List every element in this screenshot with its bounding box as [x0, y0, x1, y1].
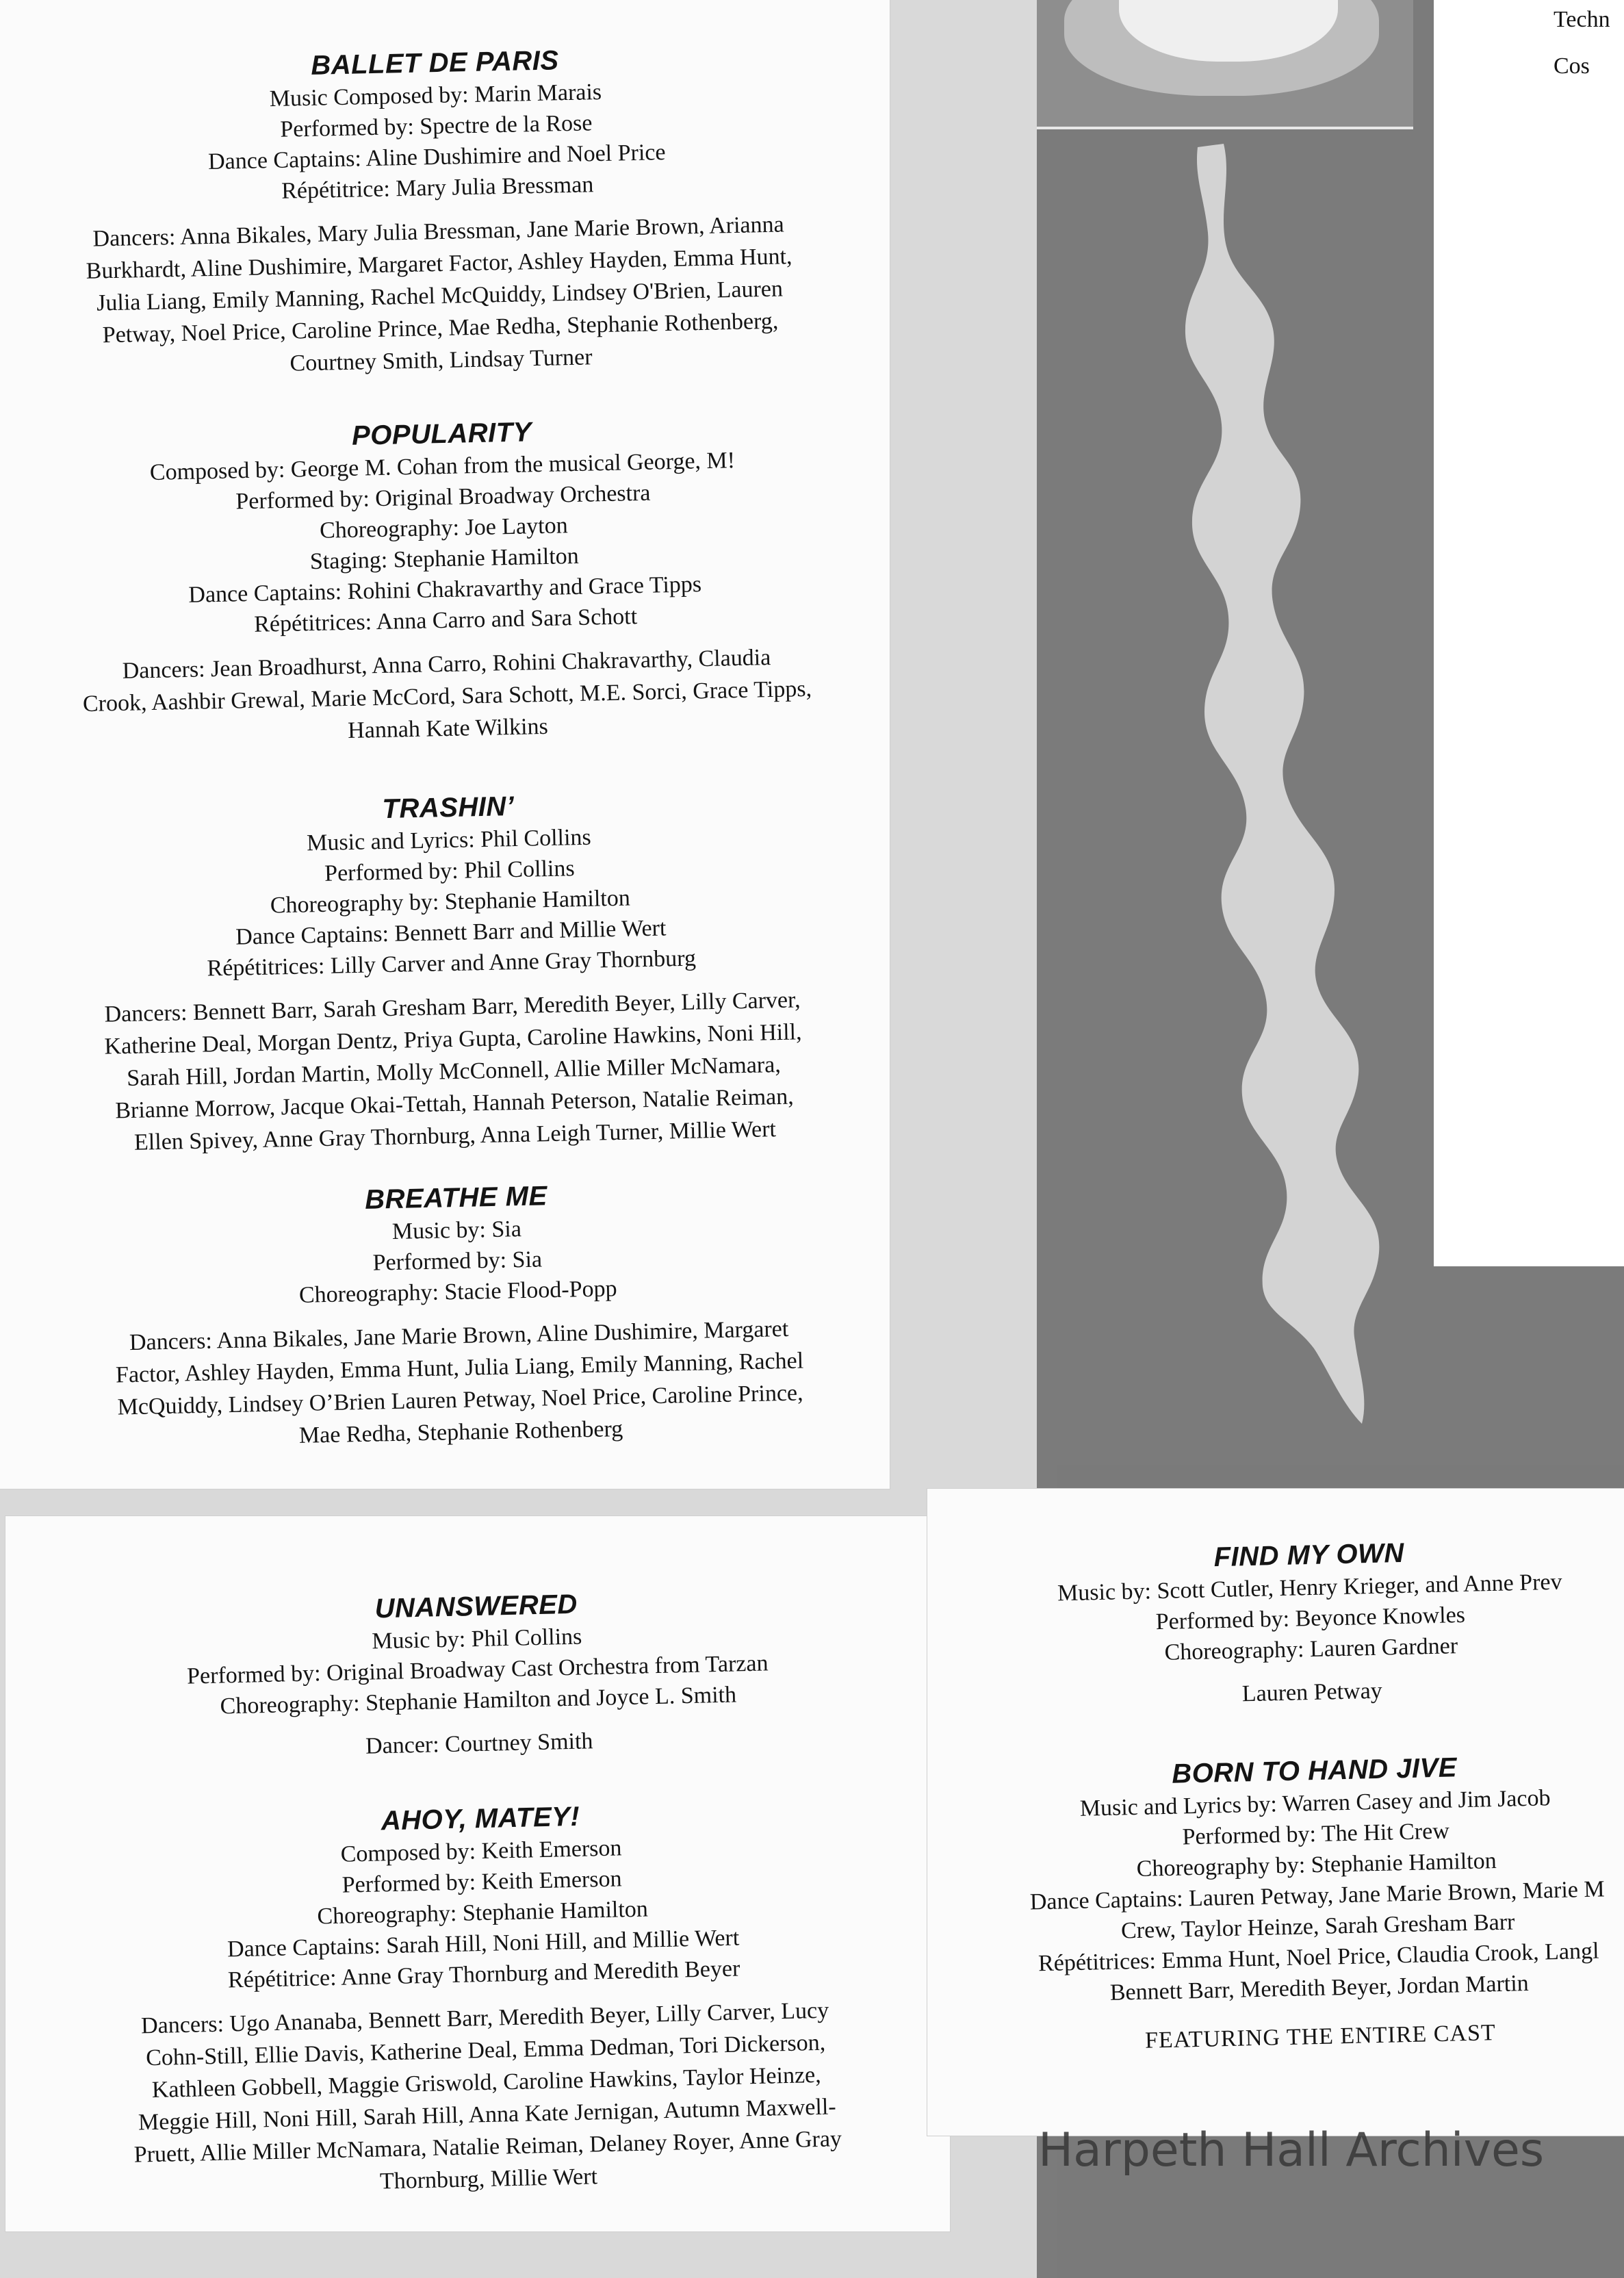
dancers-line: Cohn-Still, Ellie Davis, Katherine Deal, Emma Dedman, Tori Dickerson, — [145, 2030, 826, 2071]
dancers-line: Dancers: Anna Bikales, Jane Marie Brown, Aline Dushimire, Margaret — [129, 1316, 789, 1356]
credit-line: Choreography by: Stephanie Hamilton — [270, 885, 631, 919]
credit-line: Dance Captains: Sarah Hill, Noni Hill, and Millie Wert — [227, 1925, 740, 1962]
dancers-line: Sarah Hill, Jordan Martin, Molly McConnell, Allie Miller McNamara, — [126, 1051, 782, 1091]
credit-line: Performed by: Original Broadway Cast Orchestra from Tarzan — [186, 1650, 769, 1689]
dancers-line: Burkhardt, Aline Dushimire, Margaret Factor, Ashley Hayden, Emma Hunt, — [86, 244, 792, 284]
section-ballet-de-paris — [10, 39, 866, 385]
credit-line: Choreography: Joe Layton — [319, 513, 568, 543]
dancers-line: Dancers: Jean Broadhurst, Anna Carro, Rohini Chakravarthy, Claudia — [122, 645, 771, 684]
section-title: UNANSWERED — [374, 1589, 578, 1624]
credit-line: Performed by: Spectre de la Rose — [280, 110, 593, 142]
section-title: TRASHIN’ — [382, 791, 515, 825]
credit-line: Performed by: Beyonce Knowles — [1155, 1602, 1466, 1635]
section-find-my-own — [966, 1533, 1624, 1716]
dancers-line: Pruett, Allie Miller McNamara, Natalie Reiman, Delaney Royer, Anne Gray — [133, 2126, 842, 2168]
dancers-line: Katherine Deal, Morgan Dentz, Priya Gupta, Caroline Hawkins, Noni Hill, — [104, 1019, 802, 1060]
dancers-line: Dancers: Anna Bikales, Mary Julia Bressman, Jane Marie Brown, Arianna — [92, 212, 785, 252]
credit-line: Bennett Barr, Meredith Beyer, Jordan Martin — [1109, 1971, 1530, 2006]
section-popularity — [10, 410, 879, 754]
section-breathe-me — [25, 1174, 892, 1457]
dancers-line: Dancers: Ugo Ananaba, Bennett Barr, Meredith Beyer, Lilly Carver, Lucy — [140, 1997, 829, 2039]
credit-line: Staging: Stephanie Hamilton — [309, 543, 580, 575]
dancers-line: Hannah Kate Wilkins — [347, 713, 549, 744]
program-page-left — [0, 0, 890, 1489]
dancers-line: Kathleen Gobbell, Maggie Griswold, Caroline Hawkins, Taylor Heinze, — [151, 2062, 822, 2103]
credit-line: Composed by: Keith Emerson — [340, 1835, 622, 1867]
credit-line: Music and Lyrics: Phil Collins — [306, 824, 592, 856]
credit-line: Choreography: Stephanie Hamilton and Joyce L. Smith — [220, 1682, 737, 1719]
section-title: POPULARITY — [351, 417, 532, 451]
credit-line: Choreography: Lauren Gardner — [1164, 1633, 1458, 1665]
credit-line: Performed by: Original Broadway Orchestra — [235, 480, 651, 515]
section-unanswered — [31, 1581, 924, 1769]
credit-line: Performed by: Sia — [372, 1246, 543, 1276]
wavy-ribbon-artwork — [1163, 137, 1423, 1437]
dancers-line: Brianne Morrow, Jacque Okai-Tettah, Hannah Peterson, Natalie Reiman, — [114, 1084, 795, 1124]
dancers-line: McQuiddy, Lindsey O’Brien Lauren Petway, Noel Price, Caroline Prince, — [117, 1380, 803, 1420]
dancer-line: Dancer: Courtney Smith — [365, 1728, 593, 1759]
credit-line: Performed by: Phil Collins — [324, 856, 575, 886]
dancers-line: Thornburg, Millie Wert — [379, 2164, 598, 2194]
section-trashin — [17, 784, 887, 1161]
section-title: BALLET DE PARIS — [310, 45, 560, 81]
top-decorative-artwork — [1037, 0, 1413, 129]
credit-line: Performed by: Keith Emerson — [341, 1866, 622, 1898]
program-page-bottom-left — [5, 1516, 950, 2231]
dancers-line: Petway, Noel Price, Caroline Prince, Mae Redha, Stephanie Rothenberg, — [102, 308, 779, 348]
dancers-line: Ellen Spivey, Anne Gray Thornburg, Anna Leigh Turner, Millie Wert — [133, 1116, 777, 1155]
credit-line: Dance Captains: Bennett Barr and Millie Wert — [235, 915, 667, 950]
credit-line: Crew, Taylor Heinze, Sarah Gresham Barr — [1120, 1909, 1515, 1944]
credit-line: Music by: Scott Cutler, Henry Krieger, and Anne Prev — [1057, 1569, 1562, 1607]
credit-line: Répétitrices: Lilly Carver and Anne Gray Thornburg — [207, 945, 697, 982]
section-title: AHOY, MATEY! — [381, 1801, 580, 1837]
credit-line: Choreography: Stacie Flood-Popp — [298, 1276, 617, 1308]
credit-line: Music by: Phil Collins — [371, 1624, 582, 1654]
credit-line: Dance Captains: Aline Dushimire and Noel Price — [207, 140, 666, 175]
credit-line: Répétitrice: Anne Gray Thornburg and Meredith Beyer — [227, 1956, 740, 1993]
credit-line: Répétitrices: Anna Carro and Sara Schott — [253, 604, 638, 637]
featuring-line: FEATURING THE ENTIRE CAST — [1144, 2020, 1497, 2053]
dancers-line: Factor, Ashley Hayden, Emma Hunt, Julia Liang, Emily Manning, Rachel — [115, 1348, 804, 1388]
dancers-line: Meggie Hill, Noni Hill, Sarah Hill, Anna Kate Jernigan, Autumn Maxwell- — [138, 2094, 837, 2136]
credit-line: Choreography: Stephanie Hamilton — [317, 1896, 649, 1930]
section-title: BORN TO HAND JIVE — [1171, 1752, 1458, 1789]
dancers-line: Dancers: Bennett Barr, Sarah Gresham Barr, Meredith Beyer, Lilly Carver, — [104, 987, 801, 1027]
corner-program-card — [1434, 0, 1624, 1266]
credit-line: Choreography by: Stephanie Hamilton — [1136, 1848, 1497, 1882]
credit-line: Répétitrices: Emma Hunt, Noel Price, Claudia Crook, Langl — [1037, 1938, 1599, 1977]
credit-line: Composed by: George M. Cohan from the musical George, M! — [149, 448, 736, 485]
section-title: BREATHE ME — [364, 1181, 548, 1215]
dancer-line: Lauren Petway — [1241, 1678, 1383, 1707]
dancers-line: Courtney Smith, Lindsay Turner — [289, 344, 593, 376]
dancers-line: Julia Liang, Emily Manning, Rachel McQuiddy, Lindsey O'Brien, Lauren — [96, 276, 784, 316]
credit-line: Performed by: The Hit Crew — [1182, 1818, 1450, 1850]
credit-line: Music and Lyrics by: Warren Casey and Jim Jacob — [1079, 1785, 1551, 1821]
section-title: FIND MY OWN — [1213, 1537, 1405, 1573]
credit-line: Dance Captains: Lauren Petway, Jane Marie Brown, Marie M — [1029, 1876, 1606, 1915]
credit-line: Répétitrice: Mary Julia Bressman — [281, 172, 594, 204]
credit-line: Music Composed by: Marin Marais — [269, 79, 602, 112]
credit-line: Music by: Sia — [391, 1216, 522, 1245]
section-born-to-hand-jive — [920, 1747, 1624, 2061]
credit-line: Dance Captains: Rohini Chakravarthy and Grace Tipps — [188, 572, 702, 608]
dancers-line: Crook, Aashbir Grewal, Marie McCord, Sara Schott, M.E. Sorci, Grace Tipps, — [82, 676, 812, 717]
archives-watermark: Harpeth Hall Archives — [1038, 2123, 1545, 2177]
program-page-bottom-right — [927, 1489, 1624, 2136]
section-ahoy-matey — [29, 1793, 941, 2205]
corner-text-costume: Cos — [1554, 53, 1590, 79]
corner-text-technical: Techn — [1554, 7, 1610, 32]
dancers-line: Mae Redha, Stephanie Rothenberg — [298, 1416, 623, 1448]
